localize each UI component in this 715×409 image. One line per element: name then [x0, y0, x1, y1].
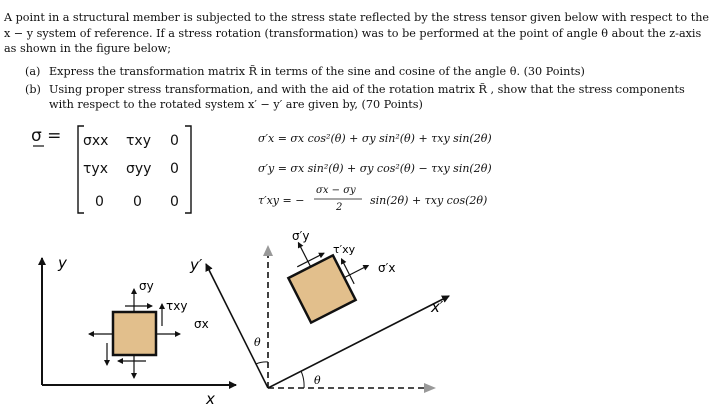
tensor-r2c2: σyy: [126, 161, 152, 177]
tensor-r1c1: σxx: [83, 133, 109, 149]
equation-tau-xy-prime-lhs: τ′xy = −: [258, 194, 305, 207]
equation-sigma-y-prime: σ′y = σx sin²(θ) + σy cos²(θ) − τxy sin(2θ): [258, 162, 492, 175]
tensor-r3c2: 0: [133, 194, 142, 210]
right-tau-xy-prime-label: τ′xy: [333, 243, 356, 256]
problem-line-1: A point in a structural member is subjected to the stress state reflected by the stress tensor given below with respect to the: [4, 11, 710, 24]
right-x-prime-label: x′: [431, 298, 444, 316]
theta-label-1: θ: [254, 336, 261, 349]
tensor-r1c3: 0: [170, 133, 179, 149]
left-x-label: x: [206, 390, 215, 408]
right-sigma-y-prime-label: σ′y: [292, 229, 310, 243]
right-y-prime-label: y′: [190, 256, 203, 274]
tensor-r3c3: 0: [170, 194, 179, 210]
equation-tau-numerator: σx − σy: [316, 185, 356, 196]
equation-tau-xy-prime-rhs: sin(2θ) + τxy cos(2θ): [370, 194, 488, 207]
equation-tau-denominator: 2: [336, 202, 343, 213]
part-b-text-2: with respect to the rotated system x′ − y′ are given by, (70 Points): [49, 98, 423, 111]
theta-label-2: θ: [314, 374, 321, 387]
part-b-label: (b): [25, 83, 41, 96]
part-b-text-1: Using proper stress transformation, and with the aid of the rotation matrix R̃ , show that the stress components: [49, 83, 685, 96]
tensor-r2c1: τyx: [83, 161, 108, 177]
tensor-r1c2: τxy: [126, 133, 151, 149]
tensor-r3c1: 0: [95, 194, 104, 210]
left-sigma-y-label: σy: [139, 279, 154, 293]
left-y-label: y: [58, 254, 67, 272]
left-tau-xy-label: τxy: [166, 299, 188, 313]
equation-sigma-x-prime: σ′x = σx cos²(θ) + σy sin²(θ) + τxy sin(2θ): [258, 132, 492, 145]
problem-line-2: x − y system of reference. If a stress rotation (transformation) was to be performed at the point of angle θ about the z-axis: [4, 26, 702, 40]
problem-line-3: as shown in the figure below;: [4, 42, 171, 56]
part-a-text: Express the transformation matrix R̃ in terms of the sine and cosine of the angle θ. (30 Points): [49, 65, 585, 78]
part-a-label: (a): [25, 65, 41, 78]
tensor-r2c3: 0: [170, 161, 179, 177]
right-sigma-x-prime-label: σ′x: [378, 261, 396, 275]
tensor-symbol: σ =: [31, 126, 62, 146]
left-sigma-x-label: σx: [194, 317, 209, 331]
